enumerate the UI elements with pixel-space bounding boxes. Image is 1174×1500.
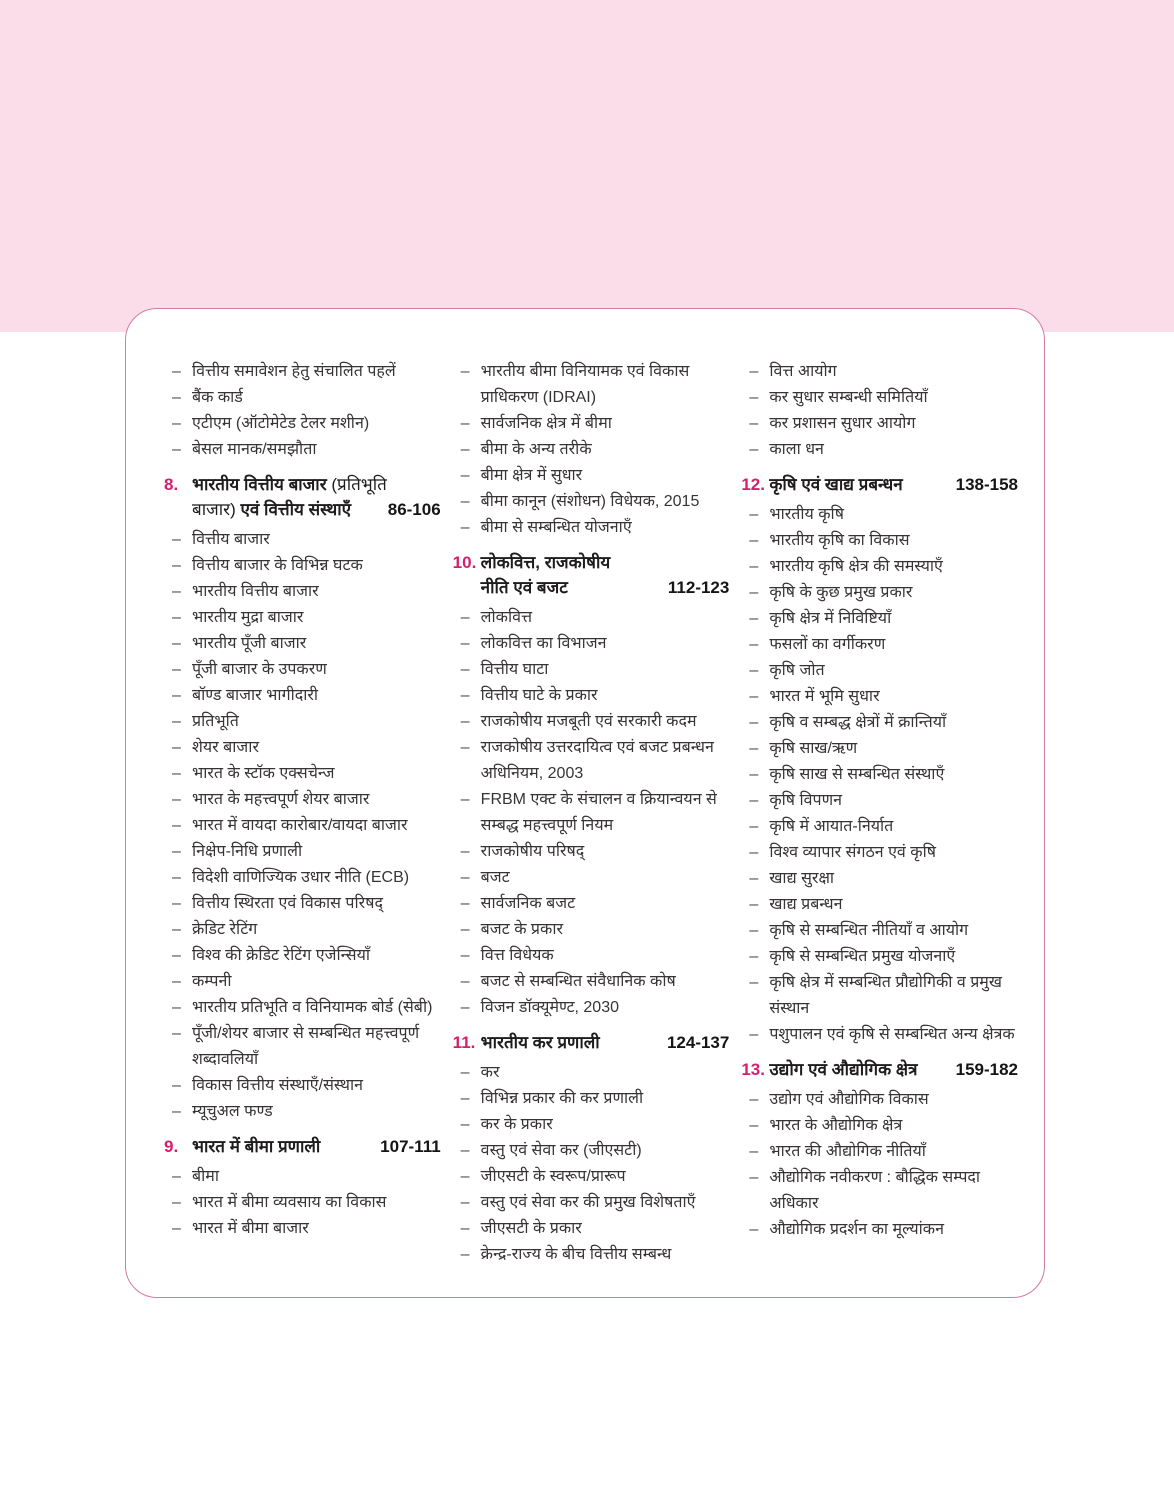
section-title-part: भारत में बीमा प्रणाली bbox=[192, 1137, 321, 1156]
toc-item-label: सार्वजनिक बजट bbox=[480, 895, 576, 912]
toc-item-label: भारत के औद्योगिक क्षेत्र bbox=[769, 1117, 903, 1134]
dash-icon: – bbox=[460, 687, 470, 704]
section-title-part: भारतीय वित्तीय बाजार bbox=[192, 475, 332, 494]
toc-item-label: राजकोषीय परिषद् bbox=[480, 843, 585, 860]
toc-item-label: बॉण्ड बाजार भागीदारी bbox=[192, 687, 319, 704]
section-heading bbox=[453, 550, 730, 600]
dash-icon: – bbox=[172, 415, 181, 432]
toc-item-label: कर के प्रकार bbox=[480, 1116, 553, 1133]
toc-item bbox=[164, 579, 441, 605]
section-title-part: बाजार) bbox=[192, 500, 241, 519]
section-heading bbox=[741, 472, 1018, 497]
dash-icon: – bbox=[749, 662, 759, 679]
toc-item bbox=[453, 1086, 730, 1112]
toc-item bbox=[164, 813, 441, 839]
dash-icon: – bbox=[749, 415, 759, 432]
dash-icon: – bbox=[460, 1194, 470, 1211]
toc-item-label: वित्तीय घाटे के प्रकार bbox=[480, 687, 598, 704]
section-number: 11. bbox=[452, 1033, 476, 1052]
toc-item bbox=[164, 411, 441, 437]
dash-icon: – bbox=[749, 441, 759, 458]
toc-item-label: भारतीय कृषि क्षेत्र की समस्याएँ bbox=[769, 558, 943, 575]
toc-item-label: कर प्रशासन सुधार आयोग bbox=[769, 415, 916, 432]
dash-icon: – bbox=[460, 467, 470, 484]
section-pages: 86-106 bbox=[387, 500, 441, 519]
dash-icon: – bbox=[460, 1116, 470, 1133]
toc-item bbox=[741, 580, 1018, 606]
toc-item-label: वस्तु एवं सेवा कर (जीएसटी) bbox=[480, 1142, 642, 1159]
dash-icon: – bbox=[749, 1143, 759, 1160]
top-pink-band bbox=[0, 0, 1174, 332]
section-title-part: कृषि एवं खाद्य प्रबन्धन bbox=[769, 475, 903, 494]
toc-item bbox=[741, 528, 1018, 554]
toc-item bbox=[741, 684, 1018, 710]
dash-icon: – bbox=[172, 765, 181, 782]
dash-icon: – bbox=[460, 415, 470, 432]
toc-item bbox=[741, 1217, 1018, 1243]
toc-item-label: भारत की औद्योगिक नीतियाँ bbox=[769, 1143, 926, 1160]
toc-item-label: कृषि व सम्बद्ध क्षेत्रों में क्रान्तियाँ bbox=[769, 714, 947, 731]
dash-icon: – bbox=[749, 610, 759, 627]
toc-item-label: एटीएम (ऑटोमेटेड टेलर मशीन) bbox=[192, 415, 370, 432]
dash-icon: – bbox=[460, 713, 470, 730]
toc-item-label: भारत के स्टॉक एक्सचेन्ज bbox=[192, 765, 335, 782]
toc-item bbox=[741, 892, 1018, 918]
toc-item-label: क्रेडिट रेटिंग bbox=[192, 921, 258, 938]
dash-icon: – bbox=[460, 973, 470, 990]
toc-column-left bbox=[164, 359, 441, 1268]
section-number: 8. bbox=[164, 475, 179, 494]
dash-icon: – bbox=[749, 974, 759, 991]
toc-item bbox=[453, 735, 730, 787]
dash-icon: – bbox=[749, 948, 759, 965]
toc-item-label: सार्वजनिक क्षेत्र में बीमा bbox=[480, 415, 612, 432]
toc-item-label: बीमा क्षेत्र में सुधार bbox=[480, 467, 583, 484]
dash-icon: – bbox=[172, 1168, 181, 1185]
section-title-part: एवं वित्तीय संस्थाएँ bbox=[240, 500, 352, 519]
section-pages: 112-123 bbox=[667, 578, 730, 597]
toc-card bbox=[125, 308, 1045, 1298]
section-title-part: उद्योग एवं औद्योगिक क्षेत्र bbox=[769, 1060, 918, 1079]
dash-icon: – bbox=[460, 493, 470, 510]
toc-item-label: वस्तु एवं सेवा कर की प्रमुख विशेषताएँ bbox=[480, 1194, 696, 1211]
toc-item-label: जीएसटी के स्वरूप/प्रारूप bbox=[480, 1168, 626, 1185]
toc-item-label: भारतीय बीमा विनियामक एवं विकास प्राधिकरण (IDRAI) bbox=[480, 363, 690, 406]
toc-item bbox=[741, 502, 1018, 528]
toc-item bbox=[164, 735, 441, 761]
dash-icon: – bbox=[172, 1194, 181, 1211]
toc-item bbox=[741, 970, 1018, 1022]
toc-item bbox=[453, 709, 730, 735]
dash-icon: – bbox=[749, 792, 759, 809]
toc-item-label: राजकोषीय मजबूती एवं सरकारी कदम bbox=[480, 713, 697, 730]
toc-item bbox=[453, 943, 730, 969]
toc-item-label: कृषि साख/ऋण bbox=[769, 740, 858, 757]
toc-item-label: खाद्य सुरक्षा bbox=[769, 870, 835, 887]
toc-item bbox=[164, 605, 441, 631]
toc-item-label: बजट से सम्बन्धित संवैधानिक कोष bbox=[480, 973, 676, 990]
toc-item-label: भारत में वायदा कारोबार/वायदा बाजार bbox=[192, 817, 408, 834]
dash-icon: – bbox=[749, 870, 759, 887]
toc-item bbox=[453, 995, 730, 1021]
dash-icon: – bbox=[460, 791, 470, 808]
toc-item bbox=[164, 1190, 441, 1216]
toc-column-right bbox=[741, 359, 1018, 1268]
toc-item bbox=[164, 709, 441, 735]
dash-icon: – bbox=[172, 713, 181, 730]
dash-icon: – bbox=[749, 532, 759, 549]
toc-item bbox=[453, 657, 730, 683]
toc-item-label: औद्योगिक प्रदर्शन का मूल्यांकन bbox=[769, 1221, 944, 1238]
toc-item bbox=[453, 605, 730, 631]
section-pages: 138-158 bbox=[955, 475, 1019, 494]
dash-icon: – bbox=[172, 973, 181, 990]
toc-item-label: कृषि साख से सम्बन्धित संस्थाएँ bbox=[769, 766, 945, 783]
dash-icon: – bbox=[172, 609, 181, 626]
toc-item bbox=[164, 1073, 441, 1099]
dash-icon: – bbox=[460, 1220, 470, 1237]
dash-icon: – bbox=[460, 739, 470, 756]
toc-item bbox=[741, 736, 1018, 762]
section-number: 12. bbox=[741, 475, 765, 494]
toc-item-label: बजट bbox=[480, 869, 510, 886]
dash-icon: – bbox=[460, 609, 470, 626]
toc-item-label: पूँजी बाजार के उपकरण bbox=[192, 661, 327, 678]
toc-item-label: विजन डॉक्यूमेण्ट, 2030 bbox=[480, 999, 619, 1016]
toc-column-middle bbox=[453, 359, 730, 1268]
toc-item bbox=[164, 437, 441, 463]
toc-item-label: कर bbox=[480, 1064, 500, 1081]
dash-icon: – bbox=[749, 1169, 759, 1186]
toc-item-label: FRBM एक्ट के संचालन व क्रियान्वयन से सम्बद्ध महत्त्वपूर्ण नियम bbox=[480, 791, 717, 834]
toc-item-label: वित्तीय घाटा bbox=[480, 661, 549, 678]
toc-item-label: खाद्य प्रबन्धन bbox=[769, 896, 843, 913]
toc-item bbox=[453, 1216, 730, 1242]
dash-icon: – bbox=[749, 1117, 759, 1134]
dash-icon: – bbox=[172, 531, 181, 548]
section-heading bbox=[741, 1057, 1018, 1082]
toc-item-label: कृषि क्षेत्र में सम्बन्धित प्रौद्योगिकी व प्रमुख संस्थान bbox=[769, 974, 1002, 1017]
toc-item bbox=[741, 1087, 1018, 1113]
section-heading bbox=[164, 472, 441, 522]
toc-item-label: लोकवित्त का विभाजन bbox=[480, 635, 607, 652]
toc-item bbox=[741, 814, 1018, 840]
toc-item-label: वित्तीय बाजार bbox=[192, 531, 270, 548]
toc-item-label: फसलों का वर्गीकरण bbox=[769, 636, 886, 653]
toc-item-label: विश्व की क्रेडिट रेटिंग एजेन्सियाँ bbox=[192, 947, 371, 964]
dash-icon: – bbox=[172, 687, 181, 704]
toc-item bbox=[741, 840, 1018, 866]
dash-icon: – bbox=[460, 635, 470, 652]
dash-icon: – bbox=[460, 843, 470, 860]
dash-icon: – bbox=[172, 869, 181, 886]
toc-item-label: कृषि के कुछ प्रमुख प्रकार bbox=[769, 584, 913, 601]
toc-item-label: वित्तीय स्थिरता एवं विकास परिषद् bbox=[192, 895, 383, 912]
toc-item bbox=[741, 944, 1018, 970]
toc-item bbox=[164, 787, 441, 813]
dash-icon: – bbox=[749, 389, 759, 406]
dash-icon: – bbox=[460, 363, 470, 380]
dash-icon: – bbox=[172, 1103, 181, 1120]
dash-icon: – bbox=[172, 583, 181, 600]
dash-icon: – bbox=[749, 1026, 759, 1043]
dash-icon: – bbox=[749, 363, 759, 380]
toc-item-label: काला धन bbox=[769, 441, 824, 458]
toc-item bbox=[164, 1099, 441, 1125]
toc-item bbox=[453, 437, 730, 463]
dash-icon: – bbox=[460, 947, 470, 964]
toc-item-label: बेसल मानक/समझौता bbox=[192, 441, 317, 458]
section-pages: 124-137 bbox=[666, 1033, 730, 1052]
toc-item-label: कर सुधार सम्बन्धी समितियाँ bbox=[769, 389, 928, 406]
dash-icon: – bbox=[749, 636, 759, 653]
toc-item bbox=[164, 1164, 441, 1190]
dash-icon: – bbox=[749, 1091, 759, 1108]
toc-item bbox=[741, 411, 1018, 437]
toc-item bbox=[164, 359, 441, 385]
toc-item bbox=[741, 554, 1018, 580]
toc-item-label: क्रेन्द्र-राज्य के बीच वित्तीय सम्बन्ध bbox=[480, 1246, 672, 1263]
toc-item bbox=[453, 891, 730, 917]
dash-icon: – bbox=[749, 766, 759, 783]
dash-icon: – bbox=[172, 895, 181, 912]
toc-item-label: बीमा bbox=[192, 1168, 219, 1185]
toc-item-label: भारत में भूमि सुधार bbox=[769, 688, 880, 705]
section-title-part: नीति एवं बजट bbox=[480, 578, 568, 597]
toc-item bbox=[164, 1021, 441, 1073]
toc-item bbox=[453, 865, 730, 891]
toc-item bbox=[453, 1138, 730, 1164]
dash-icon: – bbox=[460, 519, 470, 536]
toc-item bbox=[164, 553, 441, 579]
dash-icon: – bbox=[460, 999, 470, 1016]
dash-icon: – bbox=[172, 817, 181, 834]
toc-item bbox=[741, 762, 1018, 788]
toc-item bbox=[741, 359, 1018, 385]
dash-icon: – bbox=[749, 688, 759, 705]
dash-icon: – bbox=[749, 1221, 759, 1238]
toc-item-label: जीएसटी के प्रकार bbox=[480, 1220, 582, 1237]
toc-item bbox=[741, 788, 1018, 814]
dash-icon: – bbox=[460, 1142, 470, 1159]
toc-item bbox=[741, 710, 1018, 736]
toc-item bbox=[741, 1022, 1018, 1048]
toc-item bbox=[453, 1242, 730, 1268]
dash-icon: – bbox=[172, 661, 181, 678]
toc-item-label: कृषि से सम्बन्धित नीतियाँ व आयोग bbox=[769, 922, 969, 939]
toc-item bbox=[164, 683, 441, 709]
toc-item bbox=[741, 1139, 1018, 1165]
toc-item-label: भारत में बीमा व्यवसाय का विकास bbox=[192, 1194, 387, 1211]
dash-icon: – bbox=[172, 791, 181, 808]
toc-item bbox=[453, 631, 730, 657]
toc-item bbox=[164, 891, 441, 917]
toc-item bbox=[453, 969, 730, 995]
toc-item-label: निक्षेप-निधि प्रणाली bbox=[192, 843, 303, 860]
dash-icon: – bbox=[460, 895, 470, 912]
dash-icon: – bbox=[172, 739, 181, 756]
toc-columns bbox=[164, 359, 1018, 1268]
toc-item bbox=[164, 631, 441, 657]
toc-item-label: बजट के प्रकार bbox=[480, 921, 564, 938]
dash-icon: – bbox=[460, 1246, 470, 1263]
toc-item bbox=[453, 411, 730, 437]
section-number: 13. bbox=[741, 1060, 765, 1079]
dash-icon: – bbox=[460, 441, 470, 458]
toc-item-label: कम्पनी bbox=[192, 973, 232, 990]
toc-item bbox=[453, 1190, 730, 1216]
toc-item bbox=[453, 917, 730, 943]
section-number: 9. bbox=[164, 1137, 179, 1156]
toc-item-label: भारतीय मुद्रा बाजार bbox=[192, 609, 304, 626]
toc-item bbox=[164, 969, 441, 995]
dash-icon: – bbox=[172, 389, 181, 406]
toc-item-label: शेयर बाजार bbox=[192, 739, 259, 756]
dash-icon: – bbox=[460, 1064, 470, 1081]
toc-item-label: उद्योग एवं औद्योगिक विकास bbox=[769, 1091, 929, 1108]
toc-item-label: बैंक कार्ड bbox=[192, 389, 243, 406]
dash-icon: – bbox=[172, 557, 181, 574]
toc-item-label: कृषि में आयात-निर्यात bbox=[769, 818, 894, 835]
toc-item-label: भारतीय प्रतिभूति व विनियामक बोर्ड (सेबी) bbox=[192, 999, 433, 1016]
toc-item-label: भारतीय पूँजी बाजार bbox=[192, 635, 307, 652]
toc-item-label: पशुपालन एवं कृषि से सम्बन्धित अन्य क्षेत्रक bbox=[769, 1026, 1015, 1043]
dash-icon: – bbox=[460, 921, 470, 938]
toc-item bbox=[453, 489, 730, 515]
toc-item-label: कृषि से सम्बन्धित प्रमुख योजनाएँ bbox=[769, 948, 956, 965]
toc-item-label: भारत के महत्त्वपूर्ण शेयर बाजार bbox=[192, 791, 370, 808]
toc-item bbox=[453, 1060, 730, 1086]
toc-item-label: लोकवित्त bbox=[480, 609, 533, 626]
dash-icon: – bbox=[749, 922, 759, 939]
toc-item-label: प्रतिभूति bbox=[192, 713, 239, 730]
toc-item bbox=[741, 385, 1018, 411]
toc-item-label: विभिन्न प्रकार की कर प्रणाली bbox=[480, 1090, 644, 1107]
toc-item-label: बीमा कानून (संशोधन) विधेयक, 2015 bbox=[480, 493, 700, 510]
toc-item bbox=[164, 917, 441, 943]
toc-item-label: बीमा के अन्य तरीके bbox=[480, 441, 592, 458]
dash-icon: – bbox=[460, 1168, 470, 1185]
toc-item-label: भारतीय कृषि bbox=[769, 506, 844, 523]
toc-item-label: कृषि क्षेत्र में निविष्टियाँ bbox=[769, 610, 892, 627]
dash-icon: – bbox=[172, 635, 181, 652]
toc-item bbox=[453, 683, 730, 709]
toc-item bbox=[164, 865, 441, 891]
toc-item-label: पूँजी/शेयर बाजार से सम्बन्धित महत्त्वपूर्ण शब्दावलियाँ bbox=[192, 1025, 420, 1068]
dash-icon: – bbox=[749, 818, 759, 835]
dash-icon: – bbox=[460, 661, 470, 678]
dash-icon: – bbox=[749, 506, 759, 523]
dash-icon: – bbox=[172, 999, 181, 1016]
section-pages: 159-182 bbox=[955, 1060, 1019, 1079]
toc-item-label: राजकोषीय उत्तरदायित्व एवं बजट प्रबन्धन अधिनियम, 2003 bbox=[480, 739, 714, 782]
dash-icon: – bbox=[172, 947, 181, 964]
toc-item-label: बीमा से सम्बन्धित योजनाएँ bbox=[480, 519, 632, 536]
section-number: 10. bbox=[452, 553, 477, 572]
toc-item-label: वित्तीय समावेशन हेतु संचालित पहलें bbox=[192, 363, 396, 380]
toc-item-label: भारतीय वित्तीय बाजार bbox=[192, 583, 319, 600]
toc-item bbox=[164, 761, 441, 787]
dash-icon: – bbox=[749, 740, 759, 757]
dash-icon: – bbox=[172, 363, 181, 380]
toc-item bbox=[741, 918, 1018, 944]
toc-item-label: कृषि विपणन bbox=[769, 792, 843, 809]
toc-item-label: विश्व व्यापार संगठन एवं कृषि bbox=[769, 844, 936, 861]
dash-icon: – bbox=[749, 896, 759, 913]
toc-item bbox=[164, 657, 441, 683]
toc-item bbox=[453, 1112, 730, 1138]
dash-icon: – bbox=[172, 441, 181, 458]
dash-icon: – bbox=[172, 921, 181, 938]
dash-icon: – bbox=[460, 869, 470, 886]
dash-icon: – bbox=[172, 1025, 181, 1042]
toc-item bbox=[164, 527, 441, 553]
toc-item bbox=[164, 385, 441, 411]
section-title-part: लोकवित्त, राजकोषीय bbox=[480, 553, 611, 572]
toc-item bbox=[164, 839, 441, 865]
toc-item bbox=[453, 839, 730, 865]
toc-item bbox=[453, 359, 730, 411]
toc-item bbox=[741, 1165, 1018, 1217]
toc-item bbox=[453, 787, 730, 839]
toc-item bbox=[453, 1164, 730, 1190]
toc-item-label: वित्त विधेयक bbox=[480, 947, 554, 964]
toc-item-label: औद्योगिक नवीकरण : बौद्धिक सम्पदा अधिकार bbox=[769, 1169, 981, 1212]
toc-item-label: भारत में बीमा बाजार bbox=[192, 1220, 309, 1237]
toc-item bbox=[741, 606, 1018, 632]
toc-item bbox=[741, 1113, 1018, 1139]
section-title-part: (प्रतिभूति bbox=[331, 475, 387, 494]
section-heading bbox=[164, 1134, 441, 1159]
toc-item bbox=[164, 1216, 441, 1242]
toc-item-label: कृषि जोत bbox=[769, 662, 825, 679]
toc-item bbox=[164, 995, 441, 1021]
toc-item bbox=[453, 515, 730, 541]
dash-icon: – bbox=[172, 1220, 181, 1237]
dash-icon: – bbox=[460, 1090, 470, 1107]
toc-item bbox=[741, 632, 1018, 658]
dash-icon: – bbox=[749, 584, 759, 601]
toc-item bbox=[741, 866, 1018, 892]
section-pages: 107-111 bbox=[380, 1137, 441, 1156]
section-title-part: भारतीय कर प्रणाली bbox=[480, 1033, 600, 1052]
toc-item-label: वित्त आयोग bbox=[769, 363, 837, 380]
dash-icon: – bbox=[172, 843, 181, 860]
toc-item bbox=[741, 437, 1018, 463]
toc-item-label: विकास वित्तीय संस्थाएँ/संस्थान bbox=[192, 1077, 364, 1094]
dash-icon: – bbox=[749, 558, 759, 575]
section-heading bbox=[453, 1030, 730, 1055]
toc-item-label: वित्तीय बाजार के विभिन्न घटक bbox=[192, 557, 363, 574]
dash-icon: – bbox=[749, 844, 759, 861]
toc-item-label: विदेशी वाणिज्यिक उधार नीति (ECB) bbox=[192, 869, 410, 886]
toc-item-label: भारतीय कृषि का विकास bbox=[769, 532, 910, 549]
dash-icon: – bbox=[749, 714, 759, 731]
toc-item bbox=[164, 943, 441, 969]
toc-item bbox=[453, 463, 730, 489]
dash-icon: – bbox=[172, 1077, 181, 1094]
toc-item-label: म्यूचुअल फण्ड bbox=[192, 1103, 273, 1120]
toc-item bbox=[741, 658, 1018, 684]
